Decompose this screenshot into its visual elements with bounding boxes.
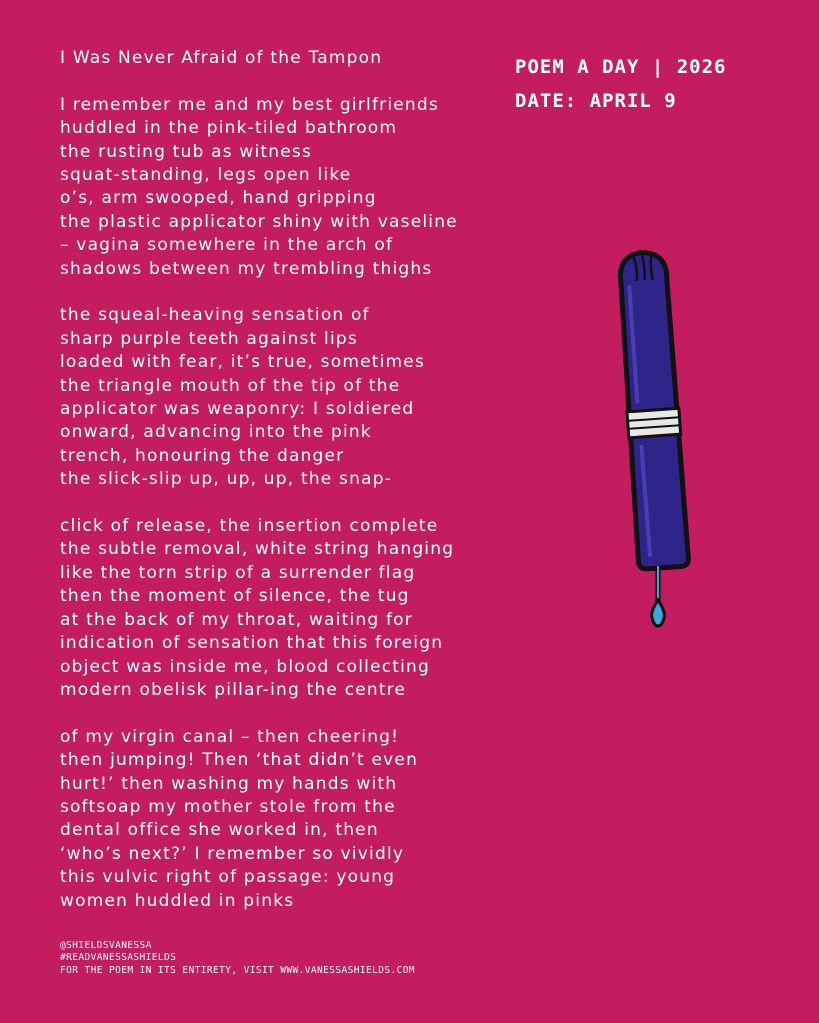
poem-line: huddled in the pink-tiled bathroom — [60, 118, 398, 139]
poem-line: at the back of my throat, waiting for — [60, 609, 413, 630]
poem-a-day-header — [515, 50, 726, 118]
poem-line: softsoap my mother stole from the — [60, 796, 396, 817]
poem-line: the rusting tub as witness — [60, 141, 313, 162]
poem-line: – vagina somewhere in the arch of — [60, 235, 394, 256]
poem-line: indication of sensation that this foreign — [60, 633, 444, 654]
stanza-4 — [60, 726, 500, 913]
poem-line: trench, honouring the danger — [60, 445, 345, 466]
tampon-applicator-icon — [600, 240, 710, 640]
poem-line: women huddled in pinks — [60, 890, 295, 911]
poem-line: the subtle removal, white string hanging — [60, 539, 455, 560]
poem — [60, 47, 500, 936]
poem-line: loaded with fear, it’s true, sometimes — [60, 352, 426, 373]
poem-line: like the torn strip of a surrender flag — [60, 562, 416, 583]
poem-line: then the moment of silence, the tug — [60, 586, 410, 607]
poem-line: click of release, the insertion complete — [60, 516, 439, 537]
poem-line: the slick-slip up, up, up, the snap- — [60, 469, 393, 490]
stanza-1 — [60, 94, 500, 281]
hashtag: #READVANESSASHIELDS — [60, 952, 177, 964]
social-handle: @SHIELDSVANESSA — [60, 940, 152, 951]
poem-line: the squeal-heaving sensation of — [60, 305, 370, 326]
poem-title: I Was Never Afraid of the Tampon — [60, 48, 383, 68]
poem-line: ‘who’s next?’ I remember so vividly — [60, 843, 405, 864]
poem-line: squat-standing, legs open like — [60, 165, 352, 186]
poem-line: I remember me and my best girlfriends — [60, 94, 439, 115]
poem-line: hurt!’ then washing my hands with — [60, 773, 398, 794]
footer-credits — [60, 940, 415, 977]
poem-line: sharp purple teeth against lips — [60, 328, 358, 349]
stanza-2 — [60, 304, 500, 491]
poem-line: object was inside me, blood collecting — [60, 656, 430, 677]
date-label: DATE: APRIL 9 — [515, 90, 677, 112]
website-notice: FOR THE POEM IN ITS ENTIRETY, VISIT WWW.VANESSASHIELDS.COM — [60, 964, 415, 976]
series-label: POEM A DAY | 2026 — [515, 56, 727, 78]
poem-line: of my virgin canal – then cheering! — [60, 726, 400, 747]
stanza-3 — [60, 515, 500, 702]
poem-line: onward, advancing into the pink — [60, 422, 372, 443]
poem-line: shadows between my trembling thighs — [60, 258, 433, 279]
poem-line: the plastic applicator shiny with vaseline — [60, 211, 458, 232]
poem-line: the triangle mouth of the tip of the — [60, 375, 401, 396]
poem-line: then jumping! Then ‘that didn’t even — [60, 750, 419, 771]
poem-line: modern obelisk pillar-ing the centre — [60, 679, 407, 700]
poem-line: this vulvic right of passage: young — [60, 867, 396, 888]
poem-line: dental office she worked in, then — [60, 820, 379, 841]
poem-line: applicator was weaponry: I soldiered — [60, 399, 415, 420]
poem-line: o’s, arm swooped, hand gripping — [60, 188, 377, 209]
